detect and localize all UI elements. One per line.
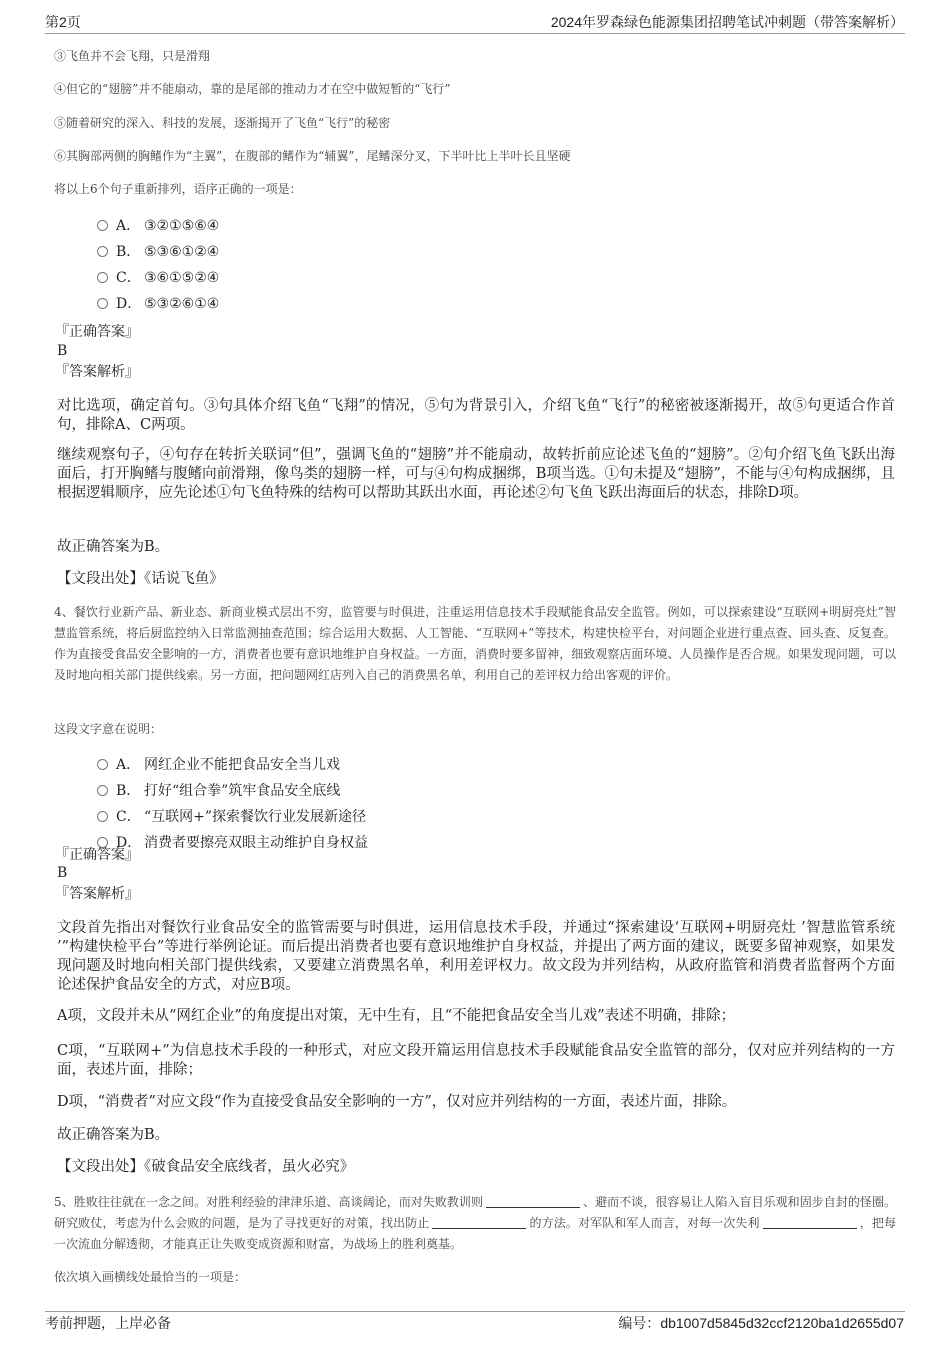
option-a[interactable]	[97, 216, 219, 236]
option-d[interactable]	[97, 294, 219, 314]
document-id-label: 编号：	[618, 1315, 661, 1331]
fill-blank[interactable]	[432, 1216, 526, 1229]
analysis-option-d: D项，“消费者”对应文段“作为直接受食品安全影响的一方”，仅对应并列结构的一方面，表述片面，排除。	[57, 1094, 737, 1110]
radio-icon[interactable]	[97, 759, 108, 770]
document-title: 2024年罗森绿色能源集团招聘笔试冲刺题（带答案解析）	[550, 14, 904, 30]
analysis-option-a: A项，文段并未从“网红企业”的角度提出对策，无中生有，且“不能把食品安全当儿戏”表述不明确，排除；	[57, 1008, 736, 1024]
header-rule	[45, 33, 905, 34]
stem-text: 、避而不谈，很容易让人陷入盲目乐观和固步自封的怪圈。研究败仗，考虑为什么会败的问题，是为了寻找更好的对策，找出防止	[54, 1195, 896, 1230]
answer-label: 『正确答案』	[55, 847, 139, 863]
stem-text: 的方法。对军队和军人而言，对每一次失利	[529, 1216, 760, 1230]
analysis-option-c: C项，“互联网+”为信息技术手段的一种形式，对应文段开篇运用信息技术手段赋能食品安全监管的部分，仅对应并列结构的一方面，表述片面，排除；	[57, 1043, 895, 1078]
question-prompt: 这段文字意在说明：	[54, 722, 163, 736]
radio-icon[interactable]	[97, 220, 108, 231]
sentence-3: ③飞鱼并不会飞翔，只是滑翔	[54, 49, 211, 63]
analysis-label: 『答案解析』	[55, 886, 139, 902]
stem-text: 5、胜败往往就在一念之间。对胜利经验的津津乐道、高谈阔论，而对失败教训则	[54, 1195, 483, 1209]
option-letter: D．	[116, 835, 142, 851]
option-text: 消费者要擦亮双眼主动维护自身权益	[144, 835, 368, 851]
question-prompt: 将以上6个句子重新排列，语序正确的一项是：	[54, 182, 302, 196]
option-letter: B．	[116, 783, 141, 799]
analysis-conclusion: 故正确答案为B。	[57, 539, 170, 555]
option-letter: C．	[116, 270, 141, 286]
radio-icon[interactable]	[97, 785, 108, 796]
stem-text: ，把每一次流血分解透彻，才能真正让失败变成资源和财富，为战场上的胜利奠基。	[54, 1216, 896, 1251]
radio-icon[interactable]	[97, 246, 108, 257]
answer-label: 『正确答案』	[55, 324, 139, 340]
question-prompt: 依次填入画横线处最恰当的一项是：	[54, 1270, 247, 1284]
fill-blank[interactable]	[763, 1216, 857, 1229]
sentence-6: ⑥其胸部两侧的胸鳍作为“主翼”，在腹部的鳍作为“辅翼”，尾鳍深分叉，下半叶比上半叶长且坚硬	[54, 149, 571, 163]
option-text: 网红企业不能把食品安全当儿戏	[144, 757, 340, 773]
question-stem: 4、餐饮行业新产品、新业态、新商业模式层出不穷，监管要与时俱进，注重运用信息技术手段赋能食品安全监管。例如，可以探索建设“互联网+明厨亮灶”智慧监管系统，将后厨监控纳入日常监测抽查范围；综合运用大数据、人工智能、“互联网+”等技术，构建快检平台，对问题企业进行重点查、回头查、反复查。作为直接受食品安全影响的一方，消费者也要有意识地维护自身权益。一方面，消费时要多留神，细致观察店面环境、人员操作是否合规。如果发现问题，可以及时地向相关部门提供线索。另一方面，把问题网红店列入自己的消费黑名单，利用自己的差评权力给出客观的评价。	[54, 605, 896, 682]
option-c[interactable]	[97, 807, 366, 827]
option-text: ③⑥①⑤②④	[144, 270, 220, 286]
question-stem	[54, 1192, 896, 1255]
answer-value: B	[57, 865, 68, 881]
document-id	[618, 1313, 904, 1333]
option-text: “互联网+”探索餐饮行业发展新途径	[144, 809, 367, 825]
source-citation: 【文段出处】《话说飞鱼》	[57, 571, 224, 587]
radio-icon[interactable]	[97, 298, 108, 309]
sentence-5: ⑤随着研究的深入、科技的发展，逐渐揭开了飞鱼“飞行”的秘密	[54, 116, 391, 130]
fill-blank[interactable]	[486, 1195, 580, 1208]
answer-value: B	[57, 343, 68, 359]
option-text: ⑤③②⑥①④	[144, 296, 220, 312]
document-id-value: db1007d5845d32ccf2120ba1d2655d07	[660, 1315, 904, 1331]
option-letter: A．	[116, 757, 141, 773]
option-letter: B．	[116, 244, 141, 260]
option-b[interactable]	[97, 242, 219, 262]
radio-icon[interactable]	[97, 272, 108, 283]
option-letter: A．	[116, 218, 141, 234]
analysis-paragraph: 继续观察句子，④句存在转折关联词“但”，强调飞鱼的“翅膀”并不能扇动，故转折前应论述飞鱼的“翅膀”。②句介绍飞鱼飞跃出海面后，打开胸鳍与腹鳍向前滑翔，像鸟类的翅膀一样，可与④句构成捆绑，B项当选。①句未提及“翅膀”，不能与④句构成捆绑，且根据逻辑顺序，应先论述①句飞鱼特殊的结构可以帮助其跃出水面，再论述②句飞鱼飞跃出海面后的状态，排除D项。	[57, 447, 895, 501]
analysis-conclusion: 故正确答案为B。	[57, 1127, 170, 1143]
option-c[interactable]	[97, 268, 219, 288]
option-a[interactable]	[97, 755, 340, 775]
option-letter: D．	[116, 296, 142, 312]
option-text: ⑤③⑥①②④	[144, 244, 220, 260]
sentence-4: ④但它的“翅膀”并不能扇动，靠的是尾部的推动力才在空中做短暂的“飞行”	[54, 82, 451, 96]
page-number: 第2页	[45, 14, 81, 30]
analysis-paragraph: 文段首先指出对餐饮行业食品安全的监管需要与时俱进，运用信息技术手段，并通过“探索建设‘互联网+明厨亮灶 ’智慧监管系统 ’”构建快检平台”等进行举例论证。而后提出消费者也要有意识地维护自身权益，并提出了两方面的建议，既要多留神观察，如果发现问题及时地向相关部门提供线索，又要建立消费黑名单，利用差评权力。故文段为并列结构，从政府监管和消费者监督两个方面论述保护食品安全的方式，对应B项。	[57, 920, 895, 993]
option-letter: C．	[116, 809, 141, 825]
option-text: ③②①⑤⑥④	[144, 218, 220, 234]
option-b[interactable]	[97, 781, 340, 801]
option-text: 打好“组合拳”筑牢食品安全底线	[144, 783, 341, 799]
radio-icon[interactable]	[97, 811, 108, 822]
source-citation: 【文段出处】《破食品安全底线者，虽火必究》	[57, 1159, 355, 1175]
footer-slogan: 考前押题，上岸必备	[45, 1315, 171, 1331]
analysis-paragraph: 对比选项，确定首句。③句具体介绍飞鱼“飞翔”的情况，⑤句为背景引入，介绍飞鱼“飞行”的秘密被逐渐揭开，故⑤句更适合作首句，排除A、C两项。	[57, 398, 895, 433]
footer-rule	[45, 1311, 905, 1312]
analysis-label: 『答案解析』	[55, 364, 139, 380]
